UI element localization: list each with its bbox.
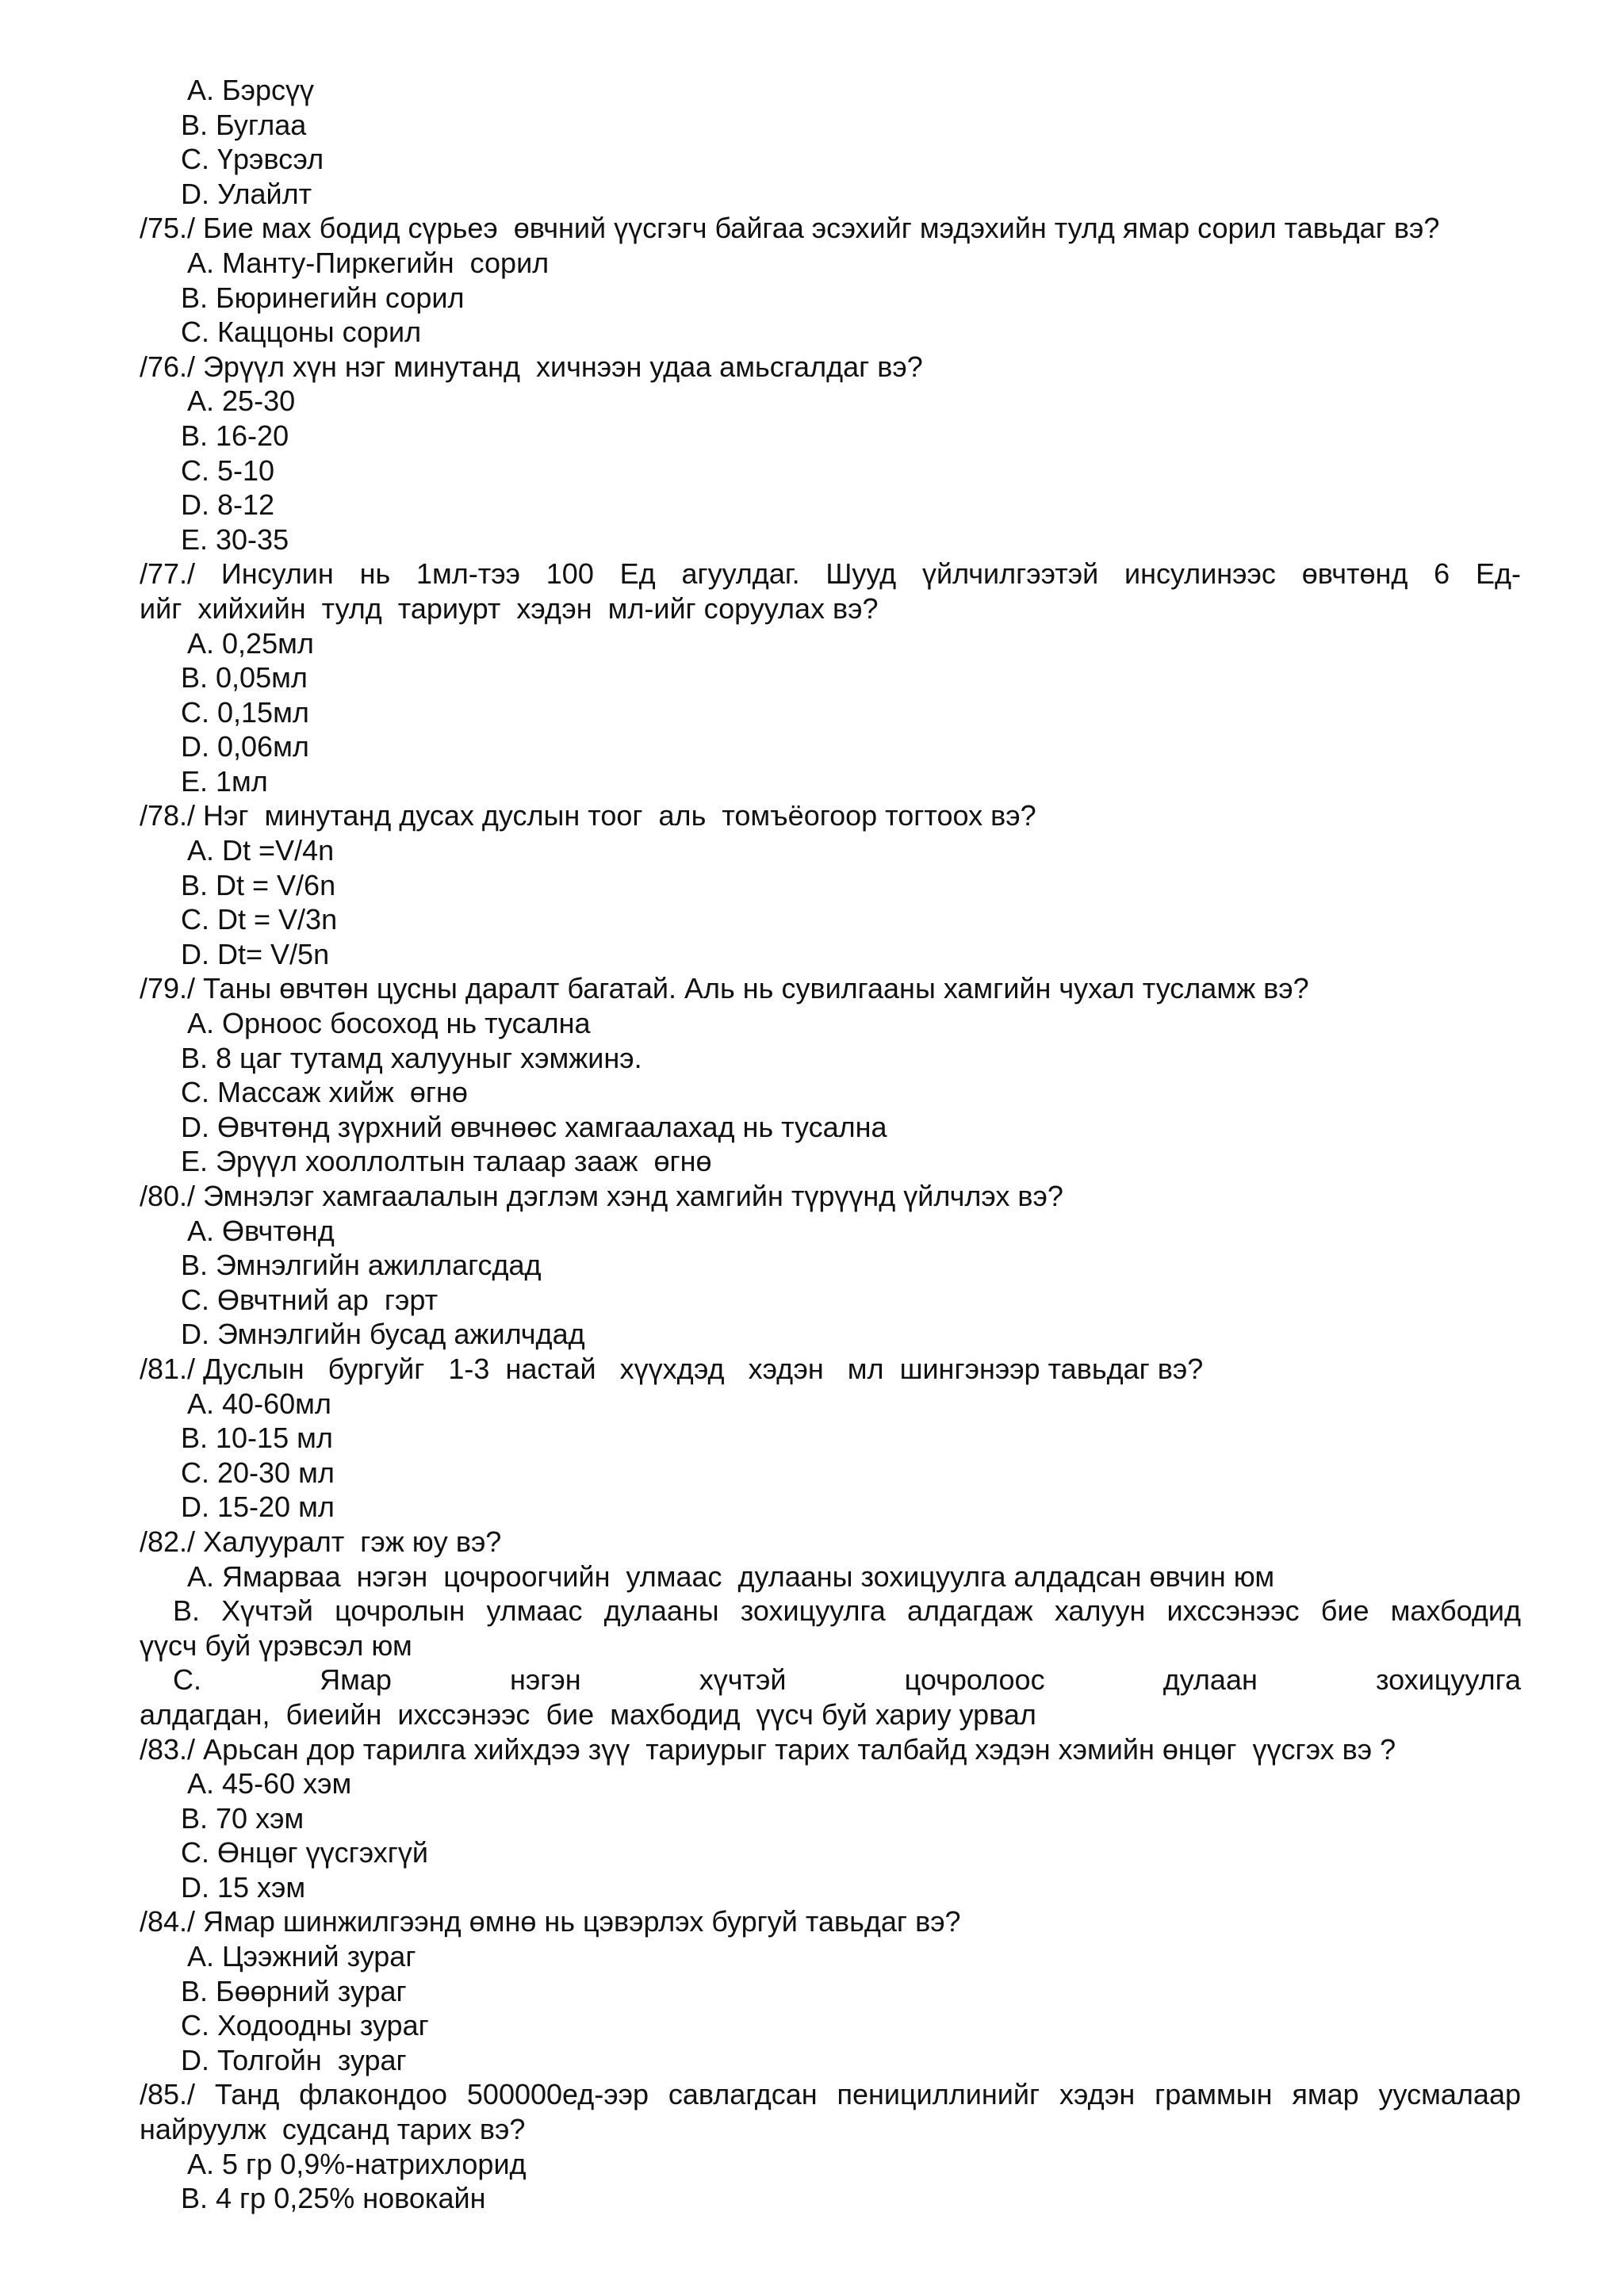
answer-option: B. 4 гр 0,25% новокайн [173, 2182, 486, 2215]
answer-option: B. 10-15 мл [173, 1422, 333, 1455]
question-line: /81./ Дуслын бургуйг 1-3 настай хүүхдэд хэдэн мл шингэнээр тавьдаг вэ? [140, 1352, 1204, 1385]
answer-option: A. 45-60 хэм [173, 1767, 352, 1800]
answer-option: B. 8 цаг тутамд халууныг хэмжинэ. [173, 1041, 642, 1074]
answer-option: A. Орноос босоход нь тусална [173, 1007, 591, 1040]
answer-option: C. Өнцөг үүсгэхгүй [173, 1836, 428, 1869]
question-line: /82./ Халууралт гэж юу вэ? [140, 1525, 502, 1558]
answer-option: C. 20-30 мл [173, 1456, 335, 1489]
answer-option: E. 1мл [173, 764, 268, 798]
answer-option: A. 0,25мл [173, 626, 314, 660]
answer-option: A. Цээжний зураг [173, 1940, 416, 1973]
question-line: /84./ Ямар шинжилгээнд өмнө нь цэвэрлэх бургуй тавьдаг вэ? [140, 1905, 961, 1938]
answer-option: B. Эмнэлгийн ажиллагсдад [173, 1249, 542, 1282]
answer-option: A. Ямарваа нэгэн цочроогчийн улмаас дулааны зохицуулга алдадсан өвчин юм [173, 1559, 1275, 1593]
answer-option: C. 5-10 [173, 453, 275, 487]
question-line: /83./ Арьсан дор тарилга хийхдээ зүү тариурыг тарих талбайд хэдэн хэмийн өнцөг үүсгэх вэ ? [140, 1732, 1396, 1766]
answer-option: D. Улайлт [173, 177, 312, 210]
answer-option: D. Dt= V/5n [173, 937, 330, 970]
question-line: /75./ Бие мах бодид сүрьеэ өвчний үүсгэгч байгаа эсэхийг мэдэхийн тулд ямар сорил тавьдаг вэ? [140, 212, 1440, 245]
question-line: ийг хийхийн тулд тариурт хэдэн мл-ийг соруулах вэ? [140, 591, 879, 625]
answer-option: C. Ходоодны зураг [173, 2009, 429, 2042]
answer-option: B. Dt = V/6n [173, 868, 336, 901]
question-line: /80./ Эмнэлэг хамгаалалын дэглэм хэнд хамгийн түрүүнд үйлчлэх вэ? [140, 1180, 1063, 1212]
document-page [140, 73, 1521, 2216]
answer-option: A. 40-60мл [173, 1387, 331, 1420]
question-line: алдагдан, биеийн ихссэнээс бие махбодид үүсч буй хариу урвал [140, 1697, 1036, 1731]
answer-option: B. Хүчтэй цочролын улмаас дулааны зохицуулга алдагдаж халуун ихссэнээс бие махбодид [173, 1594, 1521, 1628]
answer-option: A. Бэрсүү [173, 74, 315, 106]
answer-option: E. 30-35 [173, 522, 289, 556]
answer-option: A. Dt =V/4n [173, 834, 335, 867]
question-line: /85./ Танд флакондоо 500000ед-ээр савлагдсан пенициллинийг хэдэн граммын ямар уусмалаар [140, 2078, 1521, 2111]
answer-option: C. Каццоны сорил [173, 316, 422, 349]
answer-option: A. 25-30 [173, 385, 296, 418]
answer-option: C. Үрэвсэл [173, 143, 324, 176]
answer-option: B. Бюринегийн сорил [173, 281, 465, 314]
answer-option: C. Массаж хийж өгнө [173, 1076, 468, 1109]
answer-option: C. Өвчтний ар гэрт [173, 1283, 439, 1316]
question-line: /78./ Нэг минутанд дусах дуслын тоог аль томъёогоор тогтоох вэ? [140, 799, 1036, 832]
answer-option: C. Dt = V/3n [173, 903, 338, 936]
question-line: /79./ Таны өвчтөн цусны даралт багатай. Аль нь сувилгааны хамгийн чухал тусламж вэ? [140, 972, 1309, 1005]
answer-option: B. Бөөрний зураг [173, 1974, 407, 2007]
answer-option: D. Толгойн зураг [173, 2043, 407, 2076]
answer-option: E. Эрүүл хооллолтын талаар зааж өгнө [173, 1145, 712, 1178]
answer-option: D. Эмнэлгийн бусад ажилчдад [173, 1318, 585, 1351]
answer-option: B. 70 хэм [173, 1801, 304, 1835]
question-line: найруулж судсанд тарих вэ? [140, 2113, 526, 2146]
question-line: /76./ Эрүүл хүн нэг минутанд хичнээн удаа амьсгалдаг вэ? [140, 350, 923, 383]
answer-option: B. 0,05мл [173, 661, 308, 695]
answer-option: C. Ямар нэгэн хүчтэй цочролоос дулаан зохицуулга [173, 1663, 1521, 1697]
answer-option: A. Манту-Пиркегийн сорил [173, 246, 550, 279]
answer-option: D. Өвчтөнд зүрхний өвчнөөс хамгаалахад нь тусална [173, 1110, 887, 1143]
answer-option: A. 5 гр 0,9%-натрихлорид [173, 2147, 527, 2180]
answer-option: B. Буглаа [173, 108, 307, 141]
answer-option: B. 16-20 [173, 419, 289, 452]
answer-option: D. 15-20 мл [173, 1490, 335, 1524]
answer-option: D. 0,06мл [173, 730, 309, 763]
question-line: үүсч буй үрэвсэл юм [140, 1628, 412, 1662]
answer-option: A. Өвчтөнд [173, 1214, 335, 1247]
answer-option: C. 0,15мл [173, 695, 309, 729]
answer-option: D. 8-12 [173, 488, 275, 522]
answer-option: D. 15 хэм [173, 1870, 306, 1904]
question-line: /77./ Инсулин нь 1мл-тээ 100 Ед агуулдаг. Шууд үйлчилгээтэй инсулинээс өвчтөнд 6 Ед- [140, 557, 1521, 591]
